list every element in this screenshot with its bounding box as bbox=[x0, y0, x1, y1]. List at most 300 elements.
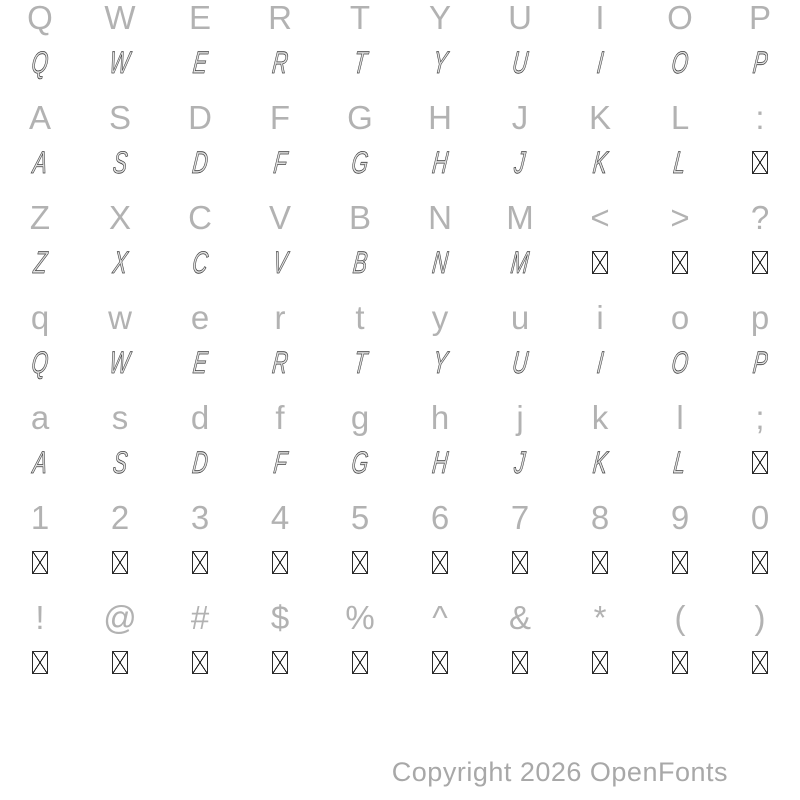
ref-cell bbox=[80, 200, 160, 234]
ref-cell bbox=[240, 400, 320, 434]
ref-cell bbox=[720, 100, 800, 134]
preview-cell bbox=[400, 634, 480, 690]
preview-cell bbox=[640, 634, 720, 690]
reference-char: P bbox=[748, 0, 771, 36]
preview-char: F bbox=[271, 144, 289, 180]
reference-char: h bbox=[430, 398, 450, 436]
missing-glyph-icon bbox=[112, 651, 128, 674]
preview-char: O bbox=[669, 44, 691, 80]
preview-char: E bbox=[191, 344, 209, 380]
preview-char: T bbox=[351, 44, 369, 80]
ref-cell bbox=[480, 300, 560, 334]
preview-char: P bbox=[751, 344, 769, 380]
reference-char: Z bbox=[29, 198, 51, 236]
reference-char: r bbox=[274, 298, 286, 336]
preview-cell bbox=[560, 534, 640, 590]
missing-glyph-icon bbox=[672, 551, 688, 574]
reference-char: o bbox=[670, 298, 690, 336]
ref-cell bbox=[320, 0, 400, 34]
preview-char: S bbox=[111, 144, 129, 180]
reference-char: g bbox=[350, 398, 370, 436]
preview-cell bbox=[160, 534, 240, 590]
preview-char: C bbox=[190, 244, 210, 280]
ref-cell bbox=[400, 100, 480, 134]
missing-glyph-icon bbox=[192, 551, 208, 574]
ref-cell bbox=[720, 200, 800, 234]
missing-glyph-icon bbox=[752, 651, 768, 674]
reference-line bbox=[0, 500, 800, 534]
preview-cell bbox=[400, 234, 480, 290]
missing-glyph-icon bbox=[352, 551, 368, 574]
preview-cell bbox=[80, 534, 160, 590]
reference-char: q bbox=[30, 298, 50, 336]
reference-char: # bbox=[190, 598, 210, 636]
preview-cell bbox=[480, 334, 560, 390]
copyright-text: Copyright 2026 OpenFonts bbox=[391, 757, 728, 787]
preview-char: G bbox=[349, 144, 371, 180]
ref-cell bbox=[0, 600, 80, 634]
preview-char: Y bbox=[431, 44, 449, 80]
ref-cell bbox=[160, 600, 240, 634]
reference-char: L bbox=[670, 98, 690, 136]
preview-char: L bbox=[672, 444, 688, 480]
ref-cell bbox=[320, 200, 400, 234]
reference-line bbox=[0, 100, 800, 134]
preview-char: Q bbox=[29, 44, 51, 80]
ref-cell bbox=[480, 600, 560, 634]
missing-glyph-icon bbox=[672, 251, 688, 274]
preview-cell bbox=[320, 434, 400, 490]
missing-glyph-icon bbox=[752, 151, 768, 174]
reference-char: O bbox=[667, 0, 693, 36]
ref-cell bbox=[240, 0, 320, 34]
reference-char: < bbox=[590, 198, 610, 236]
preview-char: O bbox=[669, 344, 691, 380]
reference-char: d bbox=[190, 398, 210, 436]
char-row-uppercase-row-3 bbox=[0, 200, 800, 300]
font-preview-line bbox=[0, 334, 800, 390]
preview-cell bbox=[240, 134, 320, 190]
reference-char: D bbox=[188, 98, 212, 136]
reference-char: p bbox=[750, 298, 770, 336]
ref-cell bbox=[560, 0, 640, 34]
ref-cell bbox=[480, 100, 560, 134]
preview-cell bbox=[160, 634, 240, 690]
preview-cell bbox=[320, 534, 400, 590]
preview-char: H bbox=[430, 444, 450, 480]
preview-cell bbox=[240, 634, 320, 690]
preview-cell bbox=[640, 334, 720, 390]
preview-char: J bbox=[512, 444, 528, 480]
preview-cell bbox=[160, 134, 240, 190]
reference-char: U bbox=[508, 0, 532, 36]
preview-cell bbox=[320, 234, 400, 290]
preview-cell bbox=[0, 634, 80, 690]
ref-cell bbox=[560, 200, 640, 234]
preview-char: R bbox=[270, 44, 290, 80]
reference-char: 4 bbox=[270, 498, 290, 536]
preview-cell bbox=[400, 334, 480, 390]
ref-cell bbox=[640, 300, 720, 334]
missing-glyph-icon bbox=[672, 651, 688, 674]
reference-char: F bbox=[269, 98, 291, 136]
ref-cell bbox=[640, 600, 720, 634]
missing-glyph-icon bbox=[752, 451, 768, 474]
reference-char: i bbox=[596, 298, 604, 336]
reference-char: S bbox=[108, 98, 131, 136]
preview-cell bbox=[560, 34, 640, 90]
preview-cell bbox=[720, 34, 800, 90]
missing-glyph-icon bbox=[592, 651, 608, 674]
preview-char: U bbox=[510, 344, 530, 380]
ref-cell bbox=[720, 400, 800, 434]
reference-char: 0 bbox=[750, 498, 770, 536]
preview-cell bbox=[640, 534, 720, 590]
ref-cell bbox=[160, 400, 240, 434]
ref-cell bbox=[160, 200, 240, 234]
ref-cell bbox=[400, 500, 480, 534]
preview-cell bbox=[0, 134, 80, 190]
ref-cell bbox=[400, 600, 480, 634]
char-row-lowercase-row-1 bbox=[0, 300, 800, 400]
ref-cell bbox=[320, 600, 400, 634]
missing-glyph-icon bbox=[112, 551, 128, 574]
preview-cell bbox=[720, 634, 800, 690]
font-preview-line bbox=[0, 634, 800, 690]
reference-char: % bbox=[345, 598, 375, 636]
reference-char: s bbox=[111, 398, 129, 436]
ref-cell bbox=[80, 300, 160, 334]
reference-char: 7 bbox=[510, 498, 530, 536]
ref-cell bbox=[0, 0, 80, 34]
preview-char: Q bbox=[29, 344, 51, 380]
ref-cell bbox=[240, 600, 320, 634]
ref-cell bbox=[480, 400, 560, 434]
reference-char: j bbox=[516, 398, 524, 436]
missing-glyph-icon bbox=[512, 551, 528, 574]
reference-char: R bbox=[268, 0, 292, 36]
reference-char: N bbox=[428, 198, 452, 236]
reference-char: 6 bbox=[430, 498, 450, 536]
ref-cell bbox=[320, 100, 400, 134]
preview-cell bbox=[80, 234, 160, 290]
char-row-lowercase-row-2 bbox=[0, 400, 800, 500]
font-preview-line bbox=[0, 134, 800, 190]
preview-char: U bbox=[510, 44, 530, 80]
preview-cell bbox=[640, 134, 720, 190]
preview-cell bbox=[0, 434, 80, 490]
ref-cell bbox=[160, 0, 240, 34]
reference-line bbox=[0, 200, 800, 234]
missing-glyph-icon bbox=[32, 551, 48, 574]
char-row-digits-row bbox=[0, 500, 800, 600]
ref-cell bbox=[0, 200, 80, 234]
ref-cell bbox=[480, 500, 560, 534]
ref-cell bbox=[240, 500, 320, 534]
reference-char: & bbox=[508, 598, 531, 636]
reference-char: k bbox=[591, 398, 609, 436]
preview-char: V bbox=[271, 244, 289, 280]
preview-cell bbox=[320, 334, 400, 390]
reference-char: f bbox=[275, 398, 285, 436]
reference-char: ( bbox=[674, 598, 686, 636]
preview-cell bbox=[320, 634, 400, 690]
reference-char: 2 bbox=[110, 498, 130, 536]
preview-cell bbox=[480, 634, 560, 690]
preview-cell bbox=[320, 134, 400, 190]
preview-char: S bbox=[111, 444, 129, 480]
preview-char: G bbox=[349, 444, 371, 480]
reference-char: X bbox=[108, 198, 131, 236]
reference-char: K bbox=[588, 98, 611, 136]
reference-char: l bbox=[676, 398, 684, 436]
reference-char: E bbox=[188, 0, 211, 36]
ref-cell bbox=[320, 300, 400, 334]
missing-glyph-icon bbox=[272, 651, 288, 674]
preview-char: Z bbox=[31, 244, 49, 280]
missing-glyph-icon bbox=[192, 651, 208, 674]
reference-char: > bbox=[670, 198, 690, 236]
reference-char: y bbox=[431, 298, 449, 336]
preview-cell bbox=[640, 434, 720, 490]
preview-cell bbox=[560, 334, 640, 390]
missing-glyph-icon bbox=[432, 551, 448, 574]
ref-cell bbox=[560, 400, 640, 434]
preview-cell bbox=[720, 434, 800, 490]
ref-cell bbox=[640, 100, 720, 134]
ref-cell bbox=[80, 400, 160, 434]
char-row-uppercase-row-1 bbox=[0, 0, 800, 100]
preview-cell bbox=[160, 34, 240, 90]
preview-cell bbox=[480, 234, 560, 290]
reference-char: W bbox=[104, 0, 136, 36]
reference-char: $ bbox=[270, 598, 290, 636]
reference-char: : bbox=[755, 98, 765, 136]
reference-char: C bbox=[188, 198, 212, 236]
preview-cell bbox=[400, 534, 480, 590]
reference-char: A bbox=[28, 98, 51, 136]
preview-cell bbox=[480, 34, 560, 90]
ref-cell bbox=[160, 100, 240, 134]
preview-cell bbox=[480, 434, 560, 490]
ref-cell bbox=[80, 100, 160, 134]
ref-cell bbox=[320, 500, 400, 534]
reference-char: 9 bbox=[670, 498, 690, 536]
ref-cell bbox=[560, 500, 640, 534]
reference-char: w bbox=[108, 298, 132, 336]
ref-cell bbox=[0, 500, 80, 534]
reference-char: 8 bbox=[590, 498, 610, 536]
preview-cell bbox=[560, 134, 640, 190]
reference-char: H bbox=[428, 98, 452, 136]
ref-cell bbox=[560, 600, 640, 634]
reference-char: 5 bbox=[350, 498, 370, 536]
preview-cell bbox=[640, 234, 720, 290]
ref-cell bbox=[80, 0, 160, 34]
preview-cell bbox=[720, 534, 800, 590]
preview-char: N bbox=[430, 244, 450, 280]
font-preview-line bbox=[0, 434, 800, 490]
ref-cell bbox=[400, 0, 480, 34]
preview-cell bbox=[480, 134, 560, 190]
preview-cell bbox=[400, 134, 480, 190]
missing-glyph-icon bbox=[592, 251, 608, 274]
ref-cell bbox=[640, 400, 720, 434]
preview-cell bbox=[640, 34, 720, 90]
preview-char: A bbox=[31, 444, 49, 480]
reference-char: ? bbox=[750, 198, 770, 236]
ref-cell bbox=[640, 0, 720, 34]
ref-cell bbox=[0, 100, 80, 134]
missing-glyph-icon bbox=[352, 651, 368, 674]
preview-char: B bbox=[351, 244, 369, 280]
preview-cell bbox=[80, 634, 160, 690]
ref-cell bbox=[640, 500, 720, 534]
reference-char: e bbox=[190, 298, 210, 336]
ref-cell bbox=[560, 100, 640, 134]
reference-line bbox=[0, 600, 800, 634]
preview-char: K bbox=[591, 144, 609, 180]
reference-char: I bbox=[595, 0, 605, 36]
ref-cell bbox=[80, 500, 160, 534]
preview-char: F bbox=[271, 444, 289, 480]
reference-line bbox=[0, 400, 800, 434]
preview-char: H bbox=[430, 144, 450, 180]
missing-glyph-icon bbox=[272, 551, 288, 574]
reference-line bbox=[0, 0, 800, 34]
preview-cell bbox=[560, 634, 640, 690]
preview-cell bbox=[720, 134, 800, 190]
preview-char: T bbox=[351, 344, 369, 380]
reference-char: V bbox=[268, 198, 291, 236]
preview-char: M bbox=[509, 244, 531, 280]
preview-char: P bbox=[751, 44, 769, 80]
preview-cell bbox=[80, 134, 160, 190]
preview-char: R bbox=[270, 344, 290, 380]
ref-cell bbox=[160, 300, 240, 334]
preview-cell bbox=[320, 34, 400, 90]
font-preview-line bbox=[0, 34, 800, 90]
preview-char: A bbox=[31, 144, 49, 180]
preview-char: W bbox=[108, 344, 132, 380]
reference-char: ! bbox=[35, 598, 45, 636]
reference-line bbox=[0, 300, 800, 334]
ref-cell bbox=[0, 300, 80, 334]
preview-cell bbox=[400, 434, 480, 490]
preview-char: D bbox=[190, 444, 210, 480]
preview-cell bbox=[480, 534, 560, 590]
preview-char: E bbox=[191, 44, 209, 80]
preview-cell bbox=[80, 434, 160, 490]
ref-cell bbox=[400, 400, 480, 434]
reference-char: G bbox=[347, 98, 373, 136]
preview-char: X bbox=[111, 244, 129, 280]
missing-glyph-icon bbox=[432, 651, 448, 674]
preview-cell bbox=[240, 534, 320, 590]
reference-char: * bbox=[593, 598, 607, 636]
ref-cell bbox=[720, 0, 800, 34]
reference-char: M bbox=[506, 198, 534, 236]
preview-cell bbox=[0, 34, 80, 90]
reference-char: t bbox=[355, 298, 365, 336]
preview-char: L bbox=[672, 144, 688, 180]
preview-char: K bbox=[591, 444, 609, 480]
char-row-symbols-row bbox=[0, 600, 800, 700]
ref-cell bbox=[320, 400, 400, 434]
preview-char: I bbox=[595, 44, 605, 80]
preview-cell bbox=[720, 334, 800, 390]
preview-cell bbox=[0, 534, 80, 590]
reference-char: 1 bbox=[30, 498, 50, 536]
reference-char: 3 bbox=[190, 498, 210, 536]
reference-char: Y bbox=[428, 0, 451, 36]
preview-char: I bbox=[595, 344, 605, 380]
ref-cell bbox=[480, 200, 560, 234]
ref-cell bbox=[160, 500, 240, 534]
preview-cell bbox=[240, 434, 320, 490]
ref-cell bbox=[0, 400, 80, 434]
preview-cell bbox=[160, 434, 240, 490]
preview-cell bbox=[560, 434, 640, 490]
ref-cell bbox=[80, 600, 160, 634]
font-preview-line bbox=[0, 234, 800, 290]
preview-cell bbox=[80, 334, 160, 390]
reference-char: u bbox=[510, 298, 530, 336]
ref-cell bbox=[240, 200, 320, 234]
missing-glyph-icon bbox=[32, 651, 48, 674]
ref-cell bbox=[240, 100, 320, 134]
missing-glyph-icon bbox=[512, 651, 528, 674]
preview-char: W bbox=[108, 44, 132, 80]
reference-char: ; bbox=[755, 398, 765, 436]
ref-cell bbox=[640, 200, 720, 234]
reference-char: J bbox=[511, 98, 529, 136]
char-row-uppercase-row-2 bbox=[0, 100, 800, 200]
preview-char: Y bbox=[431, 344, 449, 380]
ref-cell bbox=[720, 300, 800, 334]
ref-cell bbox=[720, 600, 800, 634]
preview-cell bbox=[240, 234, 320, 290]
reference-char: B bbox=[348, 198, 371, 236]
font-preview-line bbox=[0, 534, 800, 590]
preview-char: J bbox=[512, 144, 528, 180]
preview-cell bbox=[0, 334, 80, 390]
preview-cell bbox=[80, 34, 160, 90]
reference-char: ^ bbox=[432, 598, 448, 636]
missing-glyph-icon bbox=[752, 551, 768, 574]
preview-cell bbox=[560, 234, 640, 290]
ref-cell bbox=[480, 0, 560, 34]
preview-char: D bbox=[190, 144, 210, 180]
preview-cell bbox=[720, 234, 800, 290]
ref-cell bbox=[240, 300, 320, 334]
reference-char: @ bbox=[103, 598, 137, 636]
ref-cell bbox=[400, 300, 480, 334]
ref-cell bbox=[400, 200, 480, 234]
reference-char: ) bbox=[754, 598, 766, 636]
preview-cell bbox=[240, 34, 320, 90]
ref-cell bbox=[560, 300, 640, 334]
reference-char: Q bbox=[27, 0, 53, 36]
ref-cell bbox=[720, 500, 800, 534]
missing-glyph-icon bbox=[592, 551, 608, 574]
preview-cell bbox=[240, 334, 320, 390]
preview-cell bbox=[160, 334, 240, 390]
reference-char: T bbox=[349, 0, 371, 36]
preview-cell bbox=[400, 34, 480, 90]
preview-cell bbox=[160, 234, 240, 290]
preview-cell bbox=[0, 234, 80, 290]
